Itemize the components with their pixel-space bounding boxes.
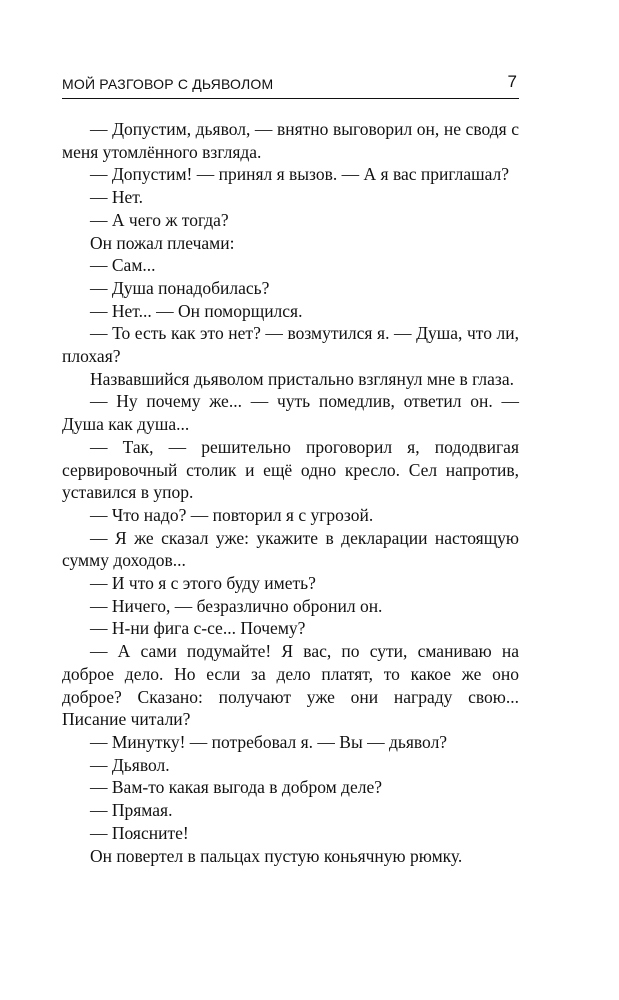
paragraph: Он повертел в пальцах пустую коньячную рюмку.	[90, 845, 463, 866]
paragraph: — Дьявол.	[90, 754, 170, 775]
paragraph: — Вам-то какая выгода в добром деле?	[90, 777, 382, 798]
paragraph: — Ничего, — безразлично обронил он.	[90, 595, 383, 616]
paragraph: — Душа понадобилась?	[90, 277, 270, 298]
paragraph: — Я же сказал уже: укажите в декларации настоящую сумму доходов...	[62, 527, 519, 571]
paragraph: — Допустим, дьявол, — внятно выговорил он, не сводя с меня утомлённого взгляда.	[62, 119, 519, 162]
paragraph: — А чего ж тогда?	[90, 209, 229, 230]
paragraph: — Прямая.	[90, 800, 173, 821]
page-number: 7	[507, 72, 517, 91]
page-header	[62, 74, 519, 99]
paragraph: — То есть как это нет? — возмутился я. — Душа, что ли, плохая?	[62, 323, 519, 367]
paragraph: Назвавшийся дьяволом пристально взглянул мне в глаза.	[90, 368, 514, 389]
paragraph: — Допустим! — принял я вызов. — А я вас приглашал?	[90, 164, 510, 185]
paragraph: — Что надо? — повторил я с угрозой.	[90, 504, 374, 525]
paragraph: — Н-ни фига с-се... Почему?	[90, 618, 306, 639]
paragraph: — Нет... — Он поморщился.	[90, 300, 303, 321]
running-title: МОЙ РАЗГОВОР С ДЬЯВОЛОМ	[62, 76, 274, 92]
paragraph: — А сами подумайте! Я вас, по сути, сманиваю на доброе дело. Но если за дело платят, то какое же оно доброе? Сказано: получают уже они награду свою... Писание читали?	[62, 641, 519, 730]
paragraph: Он пожал плечами:	[90, 232, 235, 253]
paragraph: — Поясните!	[90, 822, 189, 843]
paragraph: — И что я с этого буду иметь?	[90, 573, 316, 594]
paragraph: — Нет.	[90, 187, 143, 208]
paragraph: — Сам...	[90, 255, 156, 276]
paragraph: — Минутку! — потребовал я. — Вы — дьявол?	[90, 731, 448, 752]
paragraph: — Так, — решительно проговорил я, пододвигая сервировочный столик и ещё одно кресло. Сел напротив, уставился в упор.	[62, 436, 519, 503]
body-text	[62, 118, 519, 867]
paragraph: — Ну почему же... — чуть помедлив, ответил он. — Душа как душа...	[62, 391, 519, 435]
